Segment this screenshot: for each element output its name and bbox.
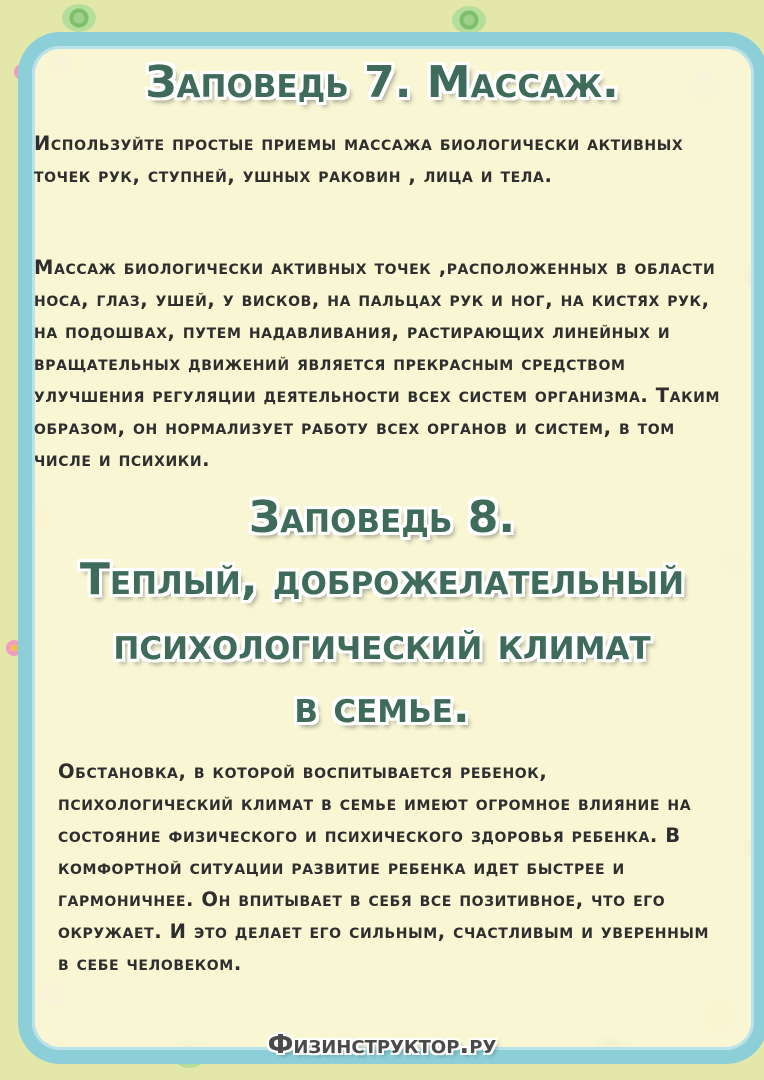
commandment-8-paragraph: Обстановка, в которой воспитывается ребенок, психологический климат в семье имеют огромное влияние на состояние физического и психического здоровья ребенка. В комфортной ситуации развитие ребенка идет быстрее и гармоничнее. Он впитывает в себя все позитивное, что его окружает. И это делает его сильным, счастливым и уверенным в себе человеком. bbox=[58, 760, 710, 975]
commandment-8-title-line-1: Заповедь 8. bbox=[248, 492, 516, 543]
commandment-8-title-line-3: психологический климат bbox=[113, 619, 651, 670]
footer-site-name: Физинструктор.ру bbox=[267, 1030, 497, 1060]
snail-decoration-icon bbox=[452, 6, 486, 34]
snail-decoration-icon bbox=[62, 4, 96, 32]
commandment-8-title-line-4: в семье. bbox=[294, 682, 470, 733]
commandment-8-title-line-2: Теплый, доброжелательный bbox=[79, 554, 685, 605]
commandment-7-title: Заповедь 7. Массаж. bbox=[145, 57, 619, 108]
commandment-7-paragraph-2: Массаж биологически активных точек ,расположенных в области носа, глаз, ушей, у висков, на пальцах рук и ног, на кистях рук, на подошвах, путем надавливания, растирающих линейных и вращательных движений является прекрасным средством улучшения регуляции деятельности всех систем организма. Таким образом, он нормализует работу всех органов и систем, в том числе и психики. bbox=[34, 256, 721, 471]
commandment-7-paragraph-1: Используйте простые приемы массажа биологически активных точек рук, ступней, ушных раковин , лица и тела. bbox=[34, 132, 684, 187]
